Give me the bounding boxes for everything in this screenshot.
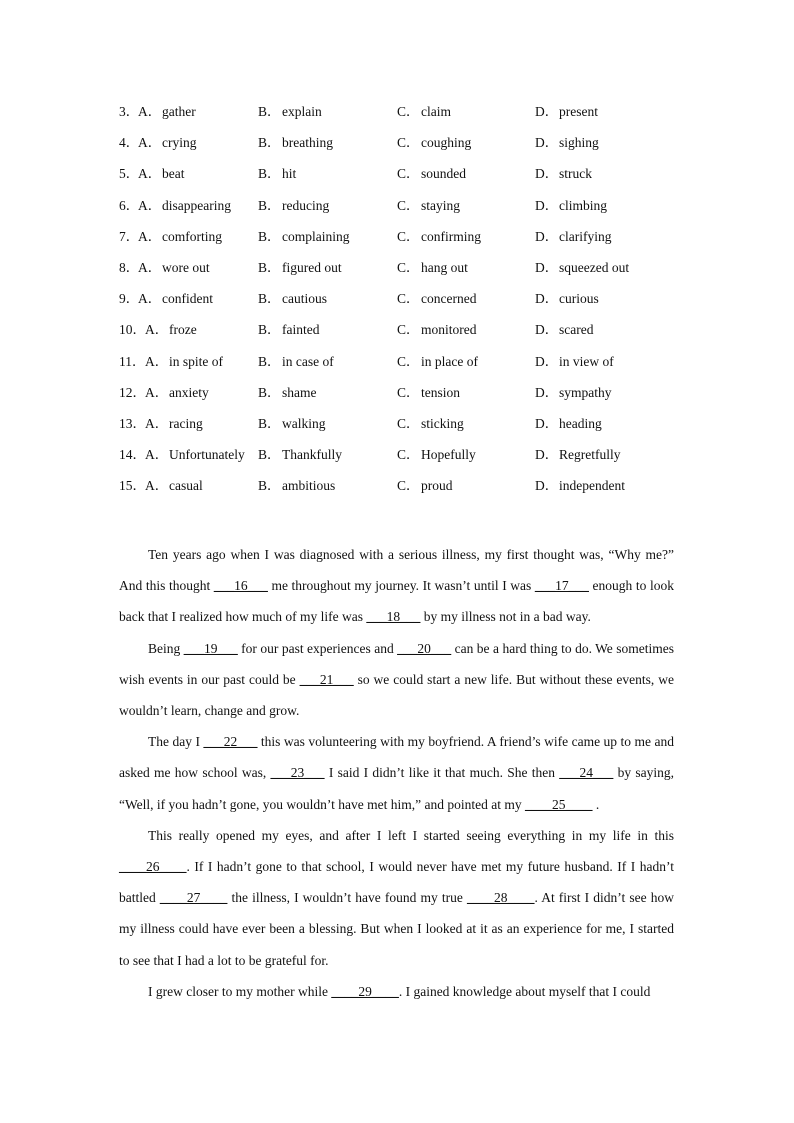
option-letter: D． — [535, 197, 559, 213]
option-a — [138, 226, 222, 248]
question-number: 9． — [119, 291, 140, 307]
option-b — [258, 288, 327, 310]
option-text: staying — [421, 197, 460, 213]
option-letter: A． — [145, 447, 169, 463]
option-letter: C． — [397, 197, 420, 213]
option-letter: A． — [138, 259, 162, 275]
blank-20: ___20___ — [397, 640, 452, 656]
paragraph-text: this was volunteering with my boyfriend. A friend’s wife came up to me and asked me how school was, — [119, 734, 674, 781]
option-letter: A． — [138, 135, 162, 151]
option-c — [397, 195, 460, 217]
option-text: explain — [282, 104, 322, 119]
option-a — [138, 195, 231, 217]
option-row-5 — [119, 163, 719, 194]
blank-17: ___17___ — [534, 578, 589, 594]
option-text: racing — [169, 415, 203, 431]
question-number: 14． — [119, 447, 146, 463]
blank-26: ____26____ — [119, 859, 187, 875]
option-row-14 — [119, 444, 719, 475]
option-b — [258, 226, 350, 248]
option-c — [397, 382, 460, 404]
option-letter: C． — [397, 135, 420, 151]
option-text: present — [559, 104, 598, 119]
option-letter: B． — [258, 322, 281, 338]
option-row-8 — [119, 257, 719, 288]
option-a — [145, 444, 245, 466]
option-letter: C． — [397, 447, 420, 463]
blank-21: ___21___ — [299, 671, 354, 687]
question-number: 10． — [119, 322, 146, 338]
question-number: 8． — [119, 259, 140, 275]
option-text: beat — [162, 166, 185, 182]
paragraph-text: so we could start a new life. But without these events, we wouldn’t learn, change and grow. — [119, 671, 674, 719]
option-row-4 — [119, 132, 719, 163]
option-letter: B． — [258, 415, 281, 431]
blank-25: ____25____ — [524, 796, 593, 812]
question-number: 6． — [119, 197, 140, 213]
option-row-3 — [119, 101, 719, 132]
option-text: Unfortunately — [169, 447, 245, 463]
option-d — [535, 195, 607, 217]
option-b — [258, 382, 317, 404]
option-text: wore out — [162, 259, 210, 275]
paragraph-text: the illness, I wouldn’t have found my true — [227, 890, 467, 906]
option-letter: D． — [535, 135, 559, 151]
option-letter: C． — [397, 478, 420, 494]
paragraph-text: Ten years ago when I was diagnosed with a serious illness, my first thought was, “Why me?” And this thought — [119, 547, 674, 594]
option-row-13 — [119, 413, 719, 444]
paragraph-text: by saying, “Well, if you hadn’t gone, you wouldn’t have met him,” and pointed at my — [119, 765, 674, 812]
option-letter: C． — [397, 353, 420, 369]
question-number: 15． — [119, 478, 146, 494]
option-text: Hopefully — [421, 447, 476, 463]
option-text: curious — [559, 291, 599, 307]
option-d — [535, 413, 602, 435]
option-a — [138, 163, 185, 185]
option-text: comforting — [162, 228, 222, 244]
option-text: sympathy — [559, 384, 612, 400]
option-row-10 — [119, 319, 719, 350]
option-letter: C． — [397, 104, 420, 119]
option-text: figured out — [282, 259, 342, 275]
paragraph-text: enough to look back that I realized how much of my life was — [119, 578, 674, 625]
option-c — [397, 444, 476, 466]
option-a — [145, 475, 203, 497]
option-letter: B． — [258, 259, 281, 275]
paragraph-4 — [119, 820, 674, 976]
option-c — [397, 101, 451, 123]
option-row-9 — [119, 288, 719, 319]
option-letter: B． — [258, 197, 281, 213]
option-text: cautious — [282, 291, 327, 307]
paragraph-3 — [119, 726, 674, 820]
option-letter: A． — [138, 197, 162, 213]
option-text: breathing — [282, 135, 333, 151]
option-d — [535, 382, 612, 404]
option-letter: D． — [535, 166, 559, 182]
option-b — [258, 319, 319, 341]
option-d — [535, 226, 611, 248]
option-row-7 — [119, 226, 719, 257]
question-number: 5． — [119, 166, 140, 182]
option-letter: D． — [535, 384, 559, 400]
option-text: in place of — [421, 353, 478, 369]
option-b — [258, 444, 342, 466]
paragraph-text: . At first I didn’t see how my illness could have ever been a blessing. But when I looked at it as an experience for me, I started to see that I had a lot to be grateful for. — [119, 890, 674, 968]
option-text: climbing — [559, 197, 607, 213]
option-text: fainted — [282, 322, 320, 338]
paragraph-text: for our past experiences and — [237, 640, 398, 656]
option-letter: B． — [258, 135, 281, 151]
paragraph-text: I said I didn’t like it that much. She then — [324, 765, 560, 781]
option-b — [258, 257, 342, 279]
option-letter: C． — [397, 166, 420, 182]
option-text: coughing — [421, 135, 472, 151]
blank-16: ___16___ — [213, 578, 268, 594]
option-text: froze — [169, 322, 197, 338]
option-d — [535, 101, 598, 123]
option-text: ambitious — [282, 478, 336, 494]
paragraph-text: me throughout my journey. It wasn’t until I was — [267, 578, 535, 594]
option-c — [397, 288, 476, 310]
option-letter: B． — [258, 166, 281, 182]
question-number: 7． — [119, 228, 140, 244]
option-c — [397, 413, 464, 435]
option-a — [145, 413, 203, 435]
option-d — [535, 319, 593, 341]
option-text: heading — [559, 415, 602, 431]
paragraph-1 — [119, 539, 674, 633]
option-text: casual — [169, 478, 203, 494]
paragraph-text: by my illness not in a bad way. — [420, 609, 591, 625]
option-text: sticking — [421, 415, 464, 431]
paragraph-text: can be a hard thing to do. We sometimes wish events in our past could be — [119, 640, 675, 687]
option-text: Thankfully — [282, 447, 342, 463]
option-text: hit — [282, 166, 297, 182]
paragraph-text: The day I — [148, 734, 204, 750]
option-text: concerned — [421, 291, 477, 307]
option-text: independent — [559, 478, 625, 494]
option-d — [535, 475, 625, 497]
option-text: Regretfully — [559, 447, 621, 463]
paragraph-text: . If I hadn’t gone to that school, I would never have met my future husband. If I hadn’t battled — [119, 859, 674, 906]
option-letter: A． — [145, 353, 169, 369]
option-b — [258, 351, 334, 373]
option-text: in case of — [282, 353, 334, 369]
option-d — [535, 132, 599, 154]
option-b — [258, 475, 335, 497]
option-letter: B． — [258, 384, 281, 400]
option-b — [258, 101, 322, 123]
option-b — [258, 195, 329, 217]
option-letter: C． — [397, 384, 420, 400]
question-number: 13． — [119, 415, 146, 431]
paragraph-text: This really opened my eyes, and after I left I started seeing everything in my life in this — [148, 827, 674, 843]
option-letter: D． — [535, 259, 559, 275]
option-letter: D． — [535, 353, 559, 369]
option-text: scared — [559, 322, 594, 338]
option-letter: A． — [138, 166, 162, 182]
blank-23: ___23___ — [270, 765, 325, 781]
option-c — [397, 475, 453, 497]
option-a — [145, 319, 197, 341]
option-letter: C． — [397, 415, 420, 431]
option-text: anxiety — [169, 384, 209, 400]
option-text: complaining — [282, 228, 350, 244]
option-a — [138, 288, 213, 310]
option-c — [397, 163, 466, 185]
option-c — [397, 226, 481, 248]
option-letter: A． — [145, 415, 169, 431]
option-d — [535, 444, 620, 466]
option-text: struck — [559, 166, 592, 182]
blank-28: ____28____ — [466, 890, 535, 906]
option-text: in view of — [559, 353, 614, 369]
option-letter: D． — [535, 228, 559, 244]
option-d — [535, 351, 614, 373]
option-c — [397, 132, 471, 154]
question-number: 3． — [119, 104, 140, 119]
paragraph-5 — [119, 976, 674, 1007]
option-letter: B． — [258, 447, 281, 463]
option-text: sighing — [559, 135, 599, 151]
option-d — [535, 163, 592, 185]
option-text: confirming — [421, 228, 481, 244]
option-letter: D． — [535, 322, 559, 338]
option-row-6 — [119, 195, 719, 226]
option-letter: C． — [397, 259, 420, 275]
option-text: shame — [282, 384, 317, 400]
option-text: sounded — [421, 166, 466, 182]
blank-19: ___19___ — [183, 640, 238, 656]
option-text: disappearing — [162, 197, 231, 213]
option-a — [145, 351, 223, 373]
options-table — [119, 101, 719, 506]
option-c — [397, 257, 468, 279]
option-text: crying — [162, 135, 197, 151]
option-letter: D． — [535, 415, 559, 431]
option-letter: A． — [138, 228, 162, 244]
option-text: hang out — [421, 259, 468, 275]
option-letter: C． — [397, 291, 420, 307]
option-row-12 — [119, 382, 719, 413]
option-b — [258, 413, 326, 435]
paragraph-text: . — [592, 796, 600, 812]
option-a — [145, 382, 209, 404]
blank-18: ___18___ — [366, 609, 421, 625]
question-number: 12． — [119, 384, 146, 400]
option-text: claim — [421, 104, 451, 119]
option-letter: D． — [535, 291, 559, 307]
blank-22: ___22___ — [203, 734, 258, 750]
option-letter: B． — [258, 353, 281, 369]
blank-29: ____29____ — [331, 983, 399, 999]
option-text: clarifying — [559, 228, 612, 244]
option-text: monitored — [421, 322, 477, 338]
option-text: confident — [162, 291, 213, 307]
option-d — [535, 288, 599, 310]
option-b — [258, 132, 333, 154]
option-c — [397, 351, 478, 373]
option-a — [138, 101, 196, 123]
blank-24: ___24___ — [559, 765, 614, 781]
paragraph-2 — [119, 633, 674, 727]
option-letter: D． — [535, 478, 559, 494]
option-letter: B． — [258, 478, 281, 494]
reading-passage — [119, 539, 674, 1007]
option-text: walking — [282, 415, 326, 431]
option-text: proud — [421, 478, 453, 494]
question-number: 4． — [119, 135, 140, 151]
paragraph-text: I grew closer to my mother while — [148, 983, 332, 999]
option-letter: A． — [145, 478, 169, 494]
option-c — [397, 319, 477, 341]
option-letter: B． — [258, 228, 281, 244]
option-row-15 — [119, 475, 719, 506]
option-letter: B． — [258, 104, 281, 119]
option-a — [138, 257, 210, 279]
option-d — [535, 257, 629, 279]
option-letter: C． — [397, 322, 420, 338]
option-letter: D． — [535, 447, 559, 463]
option-text: reducing — [282, 197, 330, 213]
paragraph-text: . I gained knowledge about myself that I could — [398, 983, 651, 999]
option-letter: A． — [138, 104, 162, 119]
option-text: squeezed out — [559, 259, 630, 275]
option-a — [138, 132, 197, 154]
option-letter: D． — [535, 104, 559, 119]
option-row-11 — [119, 351, 719, 382]
option-text: tension — [421, 384, 460, 400]
option-letter: B． — [258, 291, 281, 307]
option-letter: A． — [145, 322, 169, 338]
option-b — [258, 163, 296, 185]
option-text: gather — [162, 104, 196, 119]
blank-27: ____27____ — [159, 890, 228, 906]
option-text: in spite of — [169, 353, 223, 369]
paragraph-text: Being — [148, 640, 184, 656]
option-letter: A． — [145, 384, 169, 400]
option-letter: A． — [138, 291, 162, 307]
option-letter: C． — [397, 228, 420, 244]
question-number: 11． — [119, 353, 146, 369]
